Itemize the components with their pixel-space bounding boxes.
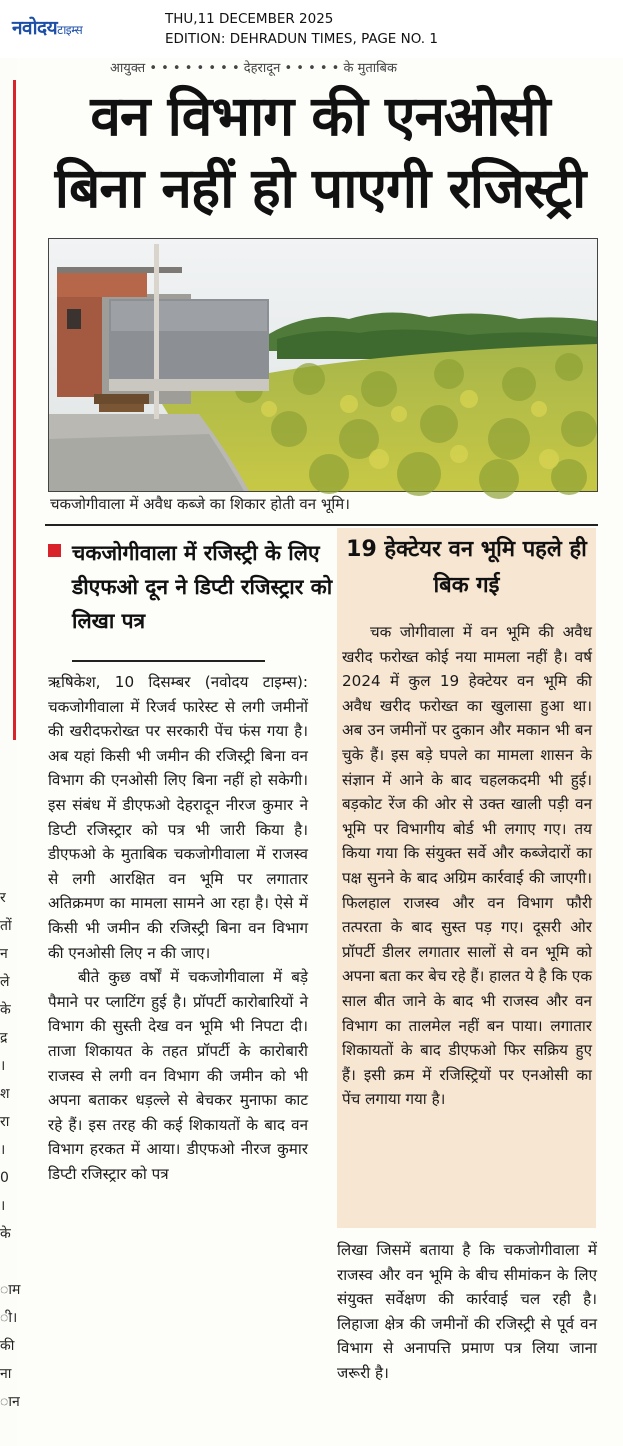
body-paragraph-1: ऋषिकेश, 10 दिसम्बर (नवोदय टाइम्स): चकजोगीवाला में रिजर्व फारेस्ट से लगी जमीनों की खरीदफरोख्त पर सरकारी पेंच फंस गया है। अब यहां किसी भी जमीन की रजिस्ट्री बिना वन विभाग की एनओसी लिए बिना नहीं हो सकेगी। इस संबंध में डीएफओ देहरादून नीरज कुमार ने डिप्टी रजिस्ट्रार को पत्र भी जारी किया है। डीएफओ के मुताबिक चकजोगीवाला में राजस्व से लगी आरक्षित वन भूमि पर लगातार अतिक्रमण का मामला सामने आ रहा है। ऐसे में किसी भी जमीन की रजिस्ट्री बिना वन विभाग की एनओसी लिए न की जाए। [48,673,308,962]
edge-fragment: । [0,1058,6,1074]
red-square-bullet [48,544,61,557]
edge-fragment: र [0,890,6,906]
issue-date: THU,11 DECEMBER 2025 [165,11,334,27]
headline [30,80,610,224]
edge-fragment: तों [0,918,12,934]
sidebar-paragraph: चक जोगीवाला में वन भूमि की अवैध खरीद फरोख्त कोई नया मामला नहीं है। वर्ष 2024 में कुल 19 हेक्टेयर वन भूमि की अवैध खरीद फरोख्त का खुलासा हुआ था। अब उन जमीनों पर दुकान और मकान भी बन चुके हैं। इस बड़े घपले का मामला शासन के संज्ञान में आने के बाद चहलकदमी भी हुई। बड़कोट रेंज की ओर से उक्त खाली पड़ी वन भूमि पर विभागीय बोर्ड भी लगाए गए। तय किया गया कि संयुक्त सर्वे और कब्जेदारों का पक्ष सुनने के बाद अग्रिम कार्रवाई की जाएगी। फिलहाल राजस्व और वन विभाग फौरी तत्परता के बाद सुस्त पड़ गए। दूसरी ओर प्रॉपर्टी डीलर लगातार सालों से वन भूमि को अपना बता कर बेच रहे हैं। हालत ये है कि एक साल बीत जाने के बाद भी राजस्व और वन विभाग का तालमेल नहीं बन पाया। लगातार शिकायतों के बाद डीएफओ फिर सक्रिय हुए हैं। इसी क्रम में रजिस्ट्रियों पर एनओसी का पेंच लगाया गया है। [342,623,592,1109]
newspaper-clipping [0,58,623,1446]
edge-fragment: ान [0,1394,20,1410]
article-column-left [48,670,308,1186]
edge-fragment: द्र [0,1030,8,1046]
red-divider [13,80,16,740]
edition-info: EDITION: DEHRADUN TIMES, PAGE NO. 1 [165,31,438,47]
body-paragraph-3: लिखा जिसमें बताया है कि चकजोगीवाला में राजस्व और वन भूमि के बीच सीमांकन के लिए संयुक्त सर्वेक्षण की कार्रवाई चल रही है। लिहाजा क्षेत्र की जमीनों की रजिस्ट्री से पूर्व वन विभाग से अनापत्ति प्रमाण पत्र लिया जाना जरूरी है। [337,1241,597,1382]
edge-fragment: न [0,946,8,962]
subheadline-text: चकजोगीवाला में रजिस्ट्री के लिए डीएफओ दून ने डिप्टी रजिस्ट्रार को लिखा पत्र [72,541,333,633]
edition-meta [165,9,438,49]
edge-fragment: । [0,1198,6,1214]
edge-fragment: के [0,1002,11,1018]
edge-fragment: । [0,1142,6,1158]
edge-fragment: रा [0,1114,10,1130]
headline-line-2: बिना नहीं हो पाएगी रजिस्ट्री [54,156,586,220]
logo-text: नवोदय [12,17,58,39]
page-header [0,0,623,59]
edge-fragment: ी। [0,1310,18,1326]
edge-fragment: ाम [0,1282,21,1298]
sidebar-box-body [342,620,592,1112]
edge-fragment: श [0,1086,10,1102]
section-rule [45,524,598,526]
news-photo [48,238,598,492]
edge-fragment: की [0,1338,15,1354]
sidebar-box-title: 19 हेक्टेयर वन भूमि पहले ही बिक गई [346,537,587,598]
logo-subtext: टाइम्स [57,23,83,37]
headline-line-1: वन विभाग की एनओसी [90,84,550,148]
photo-caption: चकजोगीवाला में अवैध कब्जे का शिकार होती वन भूमि। [50,495,350,513]
edge-fragment: ले [0,974,10,990]
body-paragraph-2: बीते कुछ वर्षों में चकजोगीवाला में बड़े पैमाने पर प्लाटिंग हुई है। प्रॉपर्टी कारोबारियों ने विभाग की सुस्ती देख वन भूमि भी निपटा दी। ताजा शिकायत के तहत प्रॉपर्टी के कारोबारी राजस्व से लगी वन विभाग की जमीन को भी अपना बताकर धड़ल्ले से बेचकर मुनाफा काट रहे हैं। इस तरह की कई शिकायतों के बाद वन विभाग हरकत में आया। डीएफओ नीरज कुमार डिप्टी रजिस्ट्रार को पत्र [48,968,308,1183]
cut-off-kicker: आयुक्त • • • • • • • • देहरादून • • • • • के मुताबिक [110,61,397,76]
article-column-right [337,1238,597,1386]
newspaper-logo[interactable] [12,14,82,40]
edge-fragment: 0 [0,1170,9,1186]
forest-land-photo [49,239,597,491]
edge-fragment: के [0,1226,11,1242]
subheadline [48,536,338,638]
subheadline-underline [72,660,265,662]
edge-fragment: ना [0,1366,12,1382]
